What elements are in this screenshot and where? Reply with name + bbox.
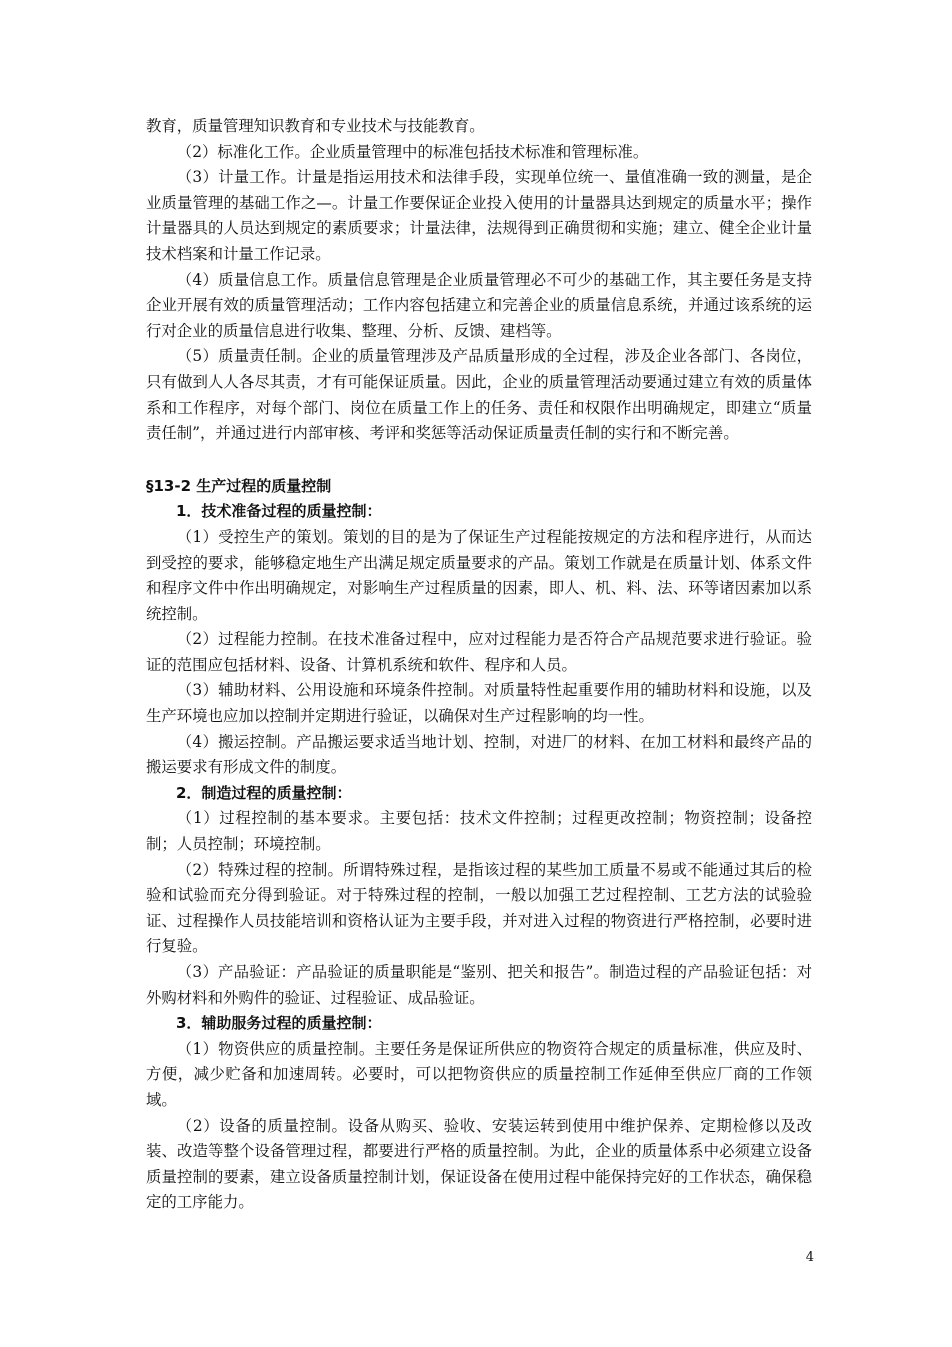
list-item: （1）受控生产的策划。策划的目的是为了保证生产过程能按规定的方法和程序进行，从而达到受控的要求，能够稳定地生产出满足规定质量要求的产品。策划工作就是在质量计划、体系文件和程序文件中作出明确规定，对影响生产过程质量的因素，即人、机、料、法、环等诸因素加以系统控制。 bbox=[146, 527, 812, 623]
list-item: （3）产品验证：产品验证的质量职能是“鉴别、把关和报告”。制造过程的产品验证包括：对外购材料和外购件的验证、过程验证、成品验证。 bbox=[146, 963, 812, 1007]
page-content bbox=[146, 114, 812, 1216]
list-item: （2）过程能力控制。在技术准备过程中，应对过程能力是否符合产品规范要求进行验证。验证的范围应包括材料、设备、计算机系统和软件、程序和人员。 bbox=[146, 630, 812, 674]
list-item: （1）物资供应的质量控制。主要任务是保证所供应的物资符合规定的质量标准，供应及时、方便，减少贮备和加速周转。必要时，可以把物资供应的质量控制工作延伸至供应厂商的工作领域。 bbox=[146, 1039, 812, 1109]
list-item: （2）特殊过程的控制。所谓特殊过程，是指该过程的某些加工质量不易或不能通过其后的检验和试验而充分得到验证。对于特殊过程的控制，一般以加强工艺过程控制、工艺方法的试验验证、过程操作人员技能培训和资格认证为主要手段，并对进入过程的物资进行严格控制，必要时进行复验。 bbox=[146, 860, 812, 956]
list-item: （2）设备的质量控制。设备从购买、验收、安装运转到使用中维护保养、定期检修以及改装、改造等整个设备管理过程，都要进行严格的质量控制。为此，企业的质量体系中必须建立设备质量控制的要素，建立设备质量控制计划，保证设备在使用过程中能保持完好的工作状态，确保稳定的工序能力。 bbox=[146, 1116, 812, 1212]
section-heading: §13-2 生产过程的质量控制 bbox=[146, 476, 332, 495]
subsection-heading-manufacturing: 2．制造过程的质量控制： bbox=[176, 783, 352, 802]
subsection-heading-auxiliary-services: 3．辅助服务过程的质量控制： bbox=[176, 1014, 382, 1033]
subsection-heading-technical-preparation: 1．技术准备过程的质量控制： bbox=[176, 502, 382, 521]
list-item: （4）搬运控制。产品搬运要求适当地计划、控制，对进厂的材料、在加工材料和最终产品的搬运要求有形成文件的制度。 bbox=[146, 732, 812, 777]
paragraph-metrology: （3）计量工作。计量是指运用技术和法律手段，实现单位统一、量值准确一致的测量，是企业质量管理的基础工作之—。计量工作要保证企业投入使用的计量器具达到规定的质量水平；操作计量器具的人员达到规定的素质要求；计量法律，法规得到正确贯彻和实施；建立、健全企业计量技术档案和计量工作记录。 bbox=[146, 168, 812, 263]
paragraph-quality-responsibility: （5）质量责任制。企业的质量管理涉及产品质量形成的全过程，涉及企业各部门、各岗位，只有做到人人各尽其责，才有可能保证质量。因此，企业的质量管理活动要通过建立有效的质量体系和工作程序，对每个部门、岗位在质量工作上的任务、责任和权限作出明确规定，即建立“质量责任制”，并通过进行内部审核、考评和奖惩等活动保证质量责任制的实行和不断完善。 bbox=[146, 347, 812, 443]
page-number: 4 bbox=[805, 1250, 814, 1265]
paragraph-continuation: 教育，质量管理知识教育和专业技术与技能教育。 bbox=[146, 117, 485, 135]
paragraph-standardization: （2）标准化工作。企业质量管理中的标准包括技术标准和管理标准。 bbox=[176, 142, 649, 161]
list-item: （1）过程控制的基本要求。主要包括：技术文件控制；过程更改控制；物资控制；设备控制；人员控制；环境控制。 bbox=[146, 809, 812, 854]
paragraph-quality-information: （4）质量信息工作。质量信息管理是企业质量管理必不可少的基础工作，其主要任务是支持企业开展有效的质量管理活动；工作内容包括建立和完善企业的质量信息系统，并通过该系统的运行对企业的质量信息进行收集、整理、分析、反馈、建档等。 bbox=[146, 270, 812, 340]
list-item: （3）辅助材料、公用设施和环境条件控制。对质量特性起重要作用的辅助材料和设施，以及生产环境也应加以控制并定期进行验证，以确保对生产过程影响的均一性。 bbox=[146, 681, 812, 726]
